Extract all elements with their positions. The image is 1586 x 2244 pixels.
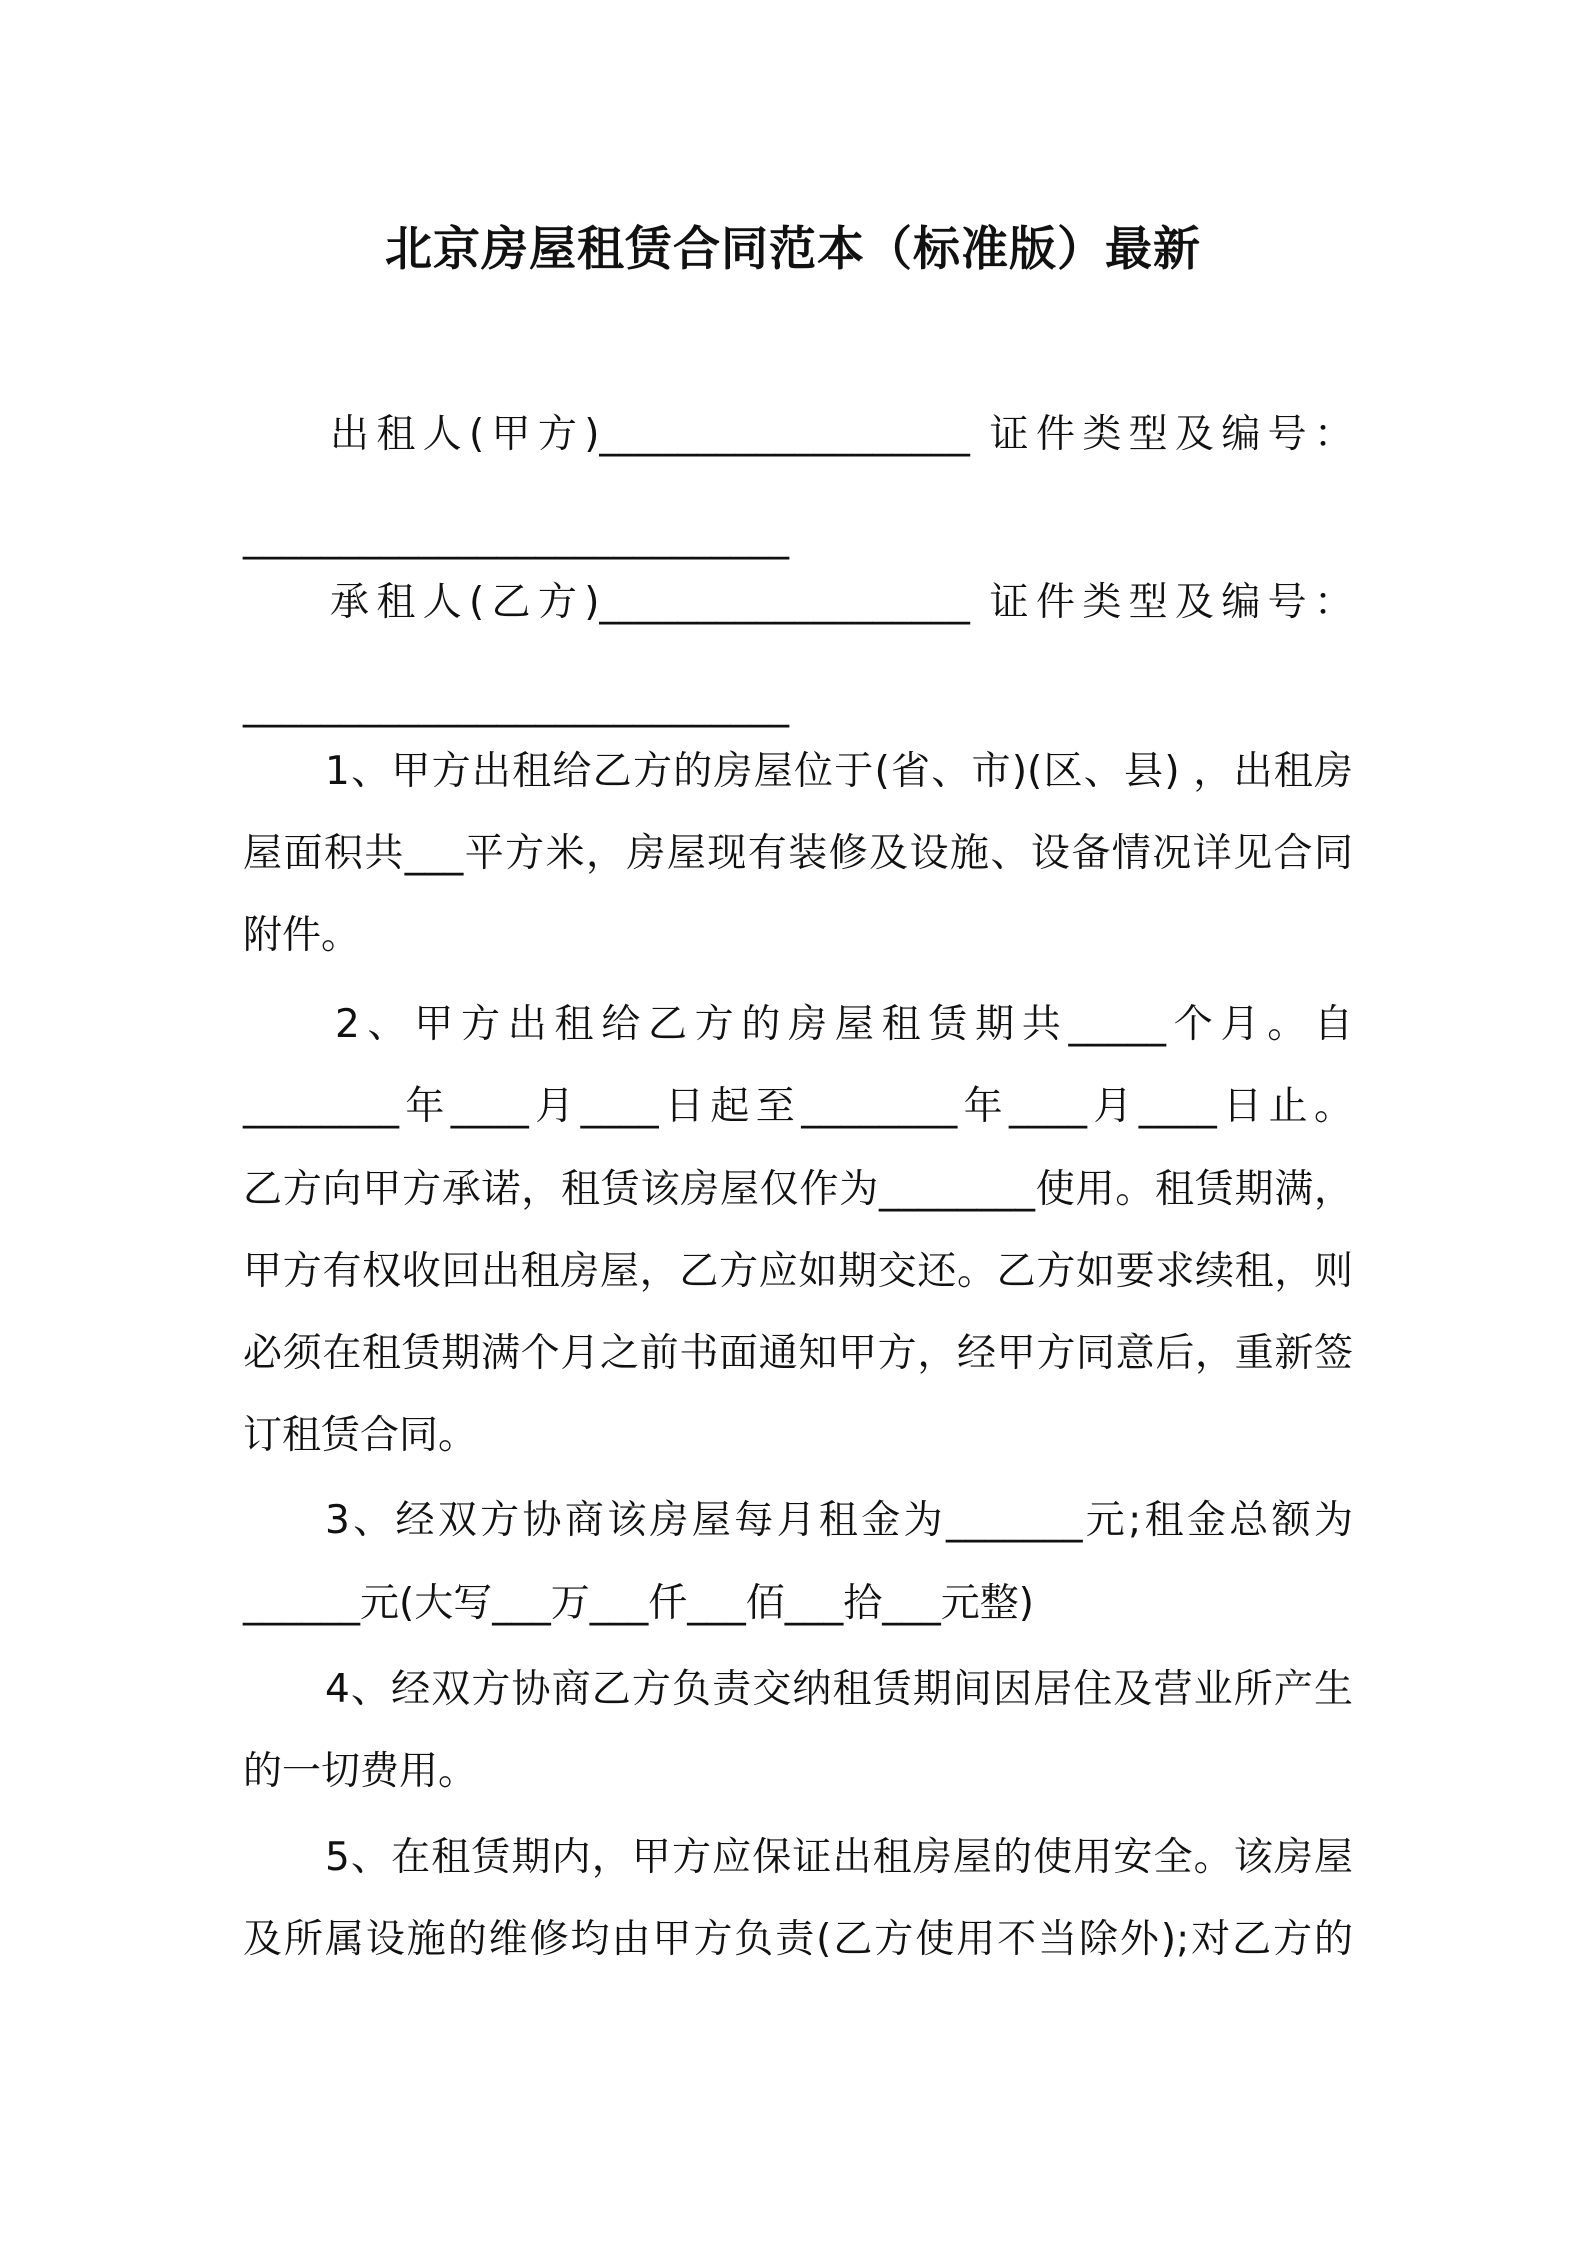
clause-2-line-2: ________年____月____日起至________年____月____日止。 (243, 1084, 1353, 1129)
clause-1-line-2: 屋面积共___平方米，房屋现有装修及设施、设备情况详见合同 (243, 831, 1353, 876)
clause-3-line-2: ______元(大写___万___仟___佰___拾___元整) (243, 1581, 1034, 1626)
clause-5-line-2: 及所属设施的维修均由甲方负责(乙方使用不当除外);对乙方的 (243, 1917, 1353, 1962)
clause-1-line-3: 附件。 (243, 913, 361, 958)
clause-2-line-5: 必须在租赁期满个月之前书面通知甲方，经甲方同意后，重新签 (243, 1331, 1353, 1376)
clause-4-line-2: 的一切费用。 (243, 1749, 478, 1794)
clause-3-line-1: 3、经双方协商该房屋每月租金为_______元;租金总额为 (325, 1498, 1353, 1543)
clause-2-line-3: 乙方向甲方承诺，租赁该房屋仅作为________使用。租赁期满， (243, 1167, 1353, 1212)
clause-2-line-6: 订租赁合同。 (243, 1413, 478, 1458)
lessor-line: 出租人(甲方)___________________ 证件类型及编号： (330, 412, 1353, 457)
clause-1-line-1: 1、甲方出租给乙方的房屋位于(省、市)(区、县) ，出租房 (325, 749, 1353, 794)
clause-5-line-1: 5、在租赁期内，甲方应保证出租房屋的使用安全。该房屋 (325, 1835, 1353, 1880)
lessee-line: 承租人(乙方)___________________ 证件类型及编号： (330, 580, 1353, 625)
clause-4-line-1: 4、经双方协商乙方负责交纳租赁期间因居住及营业所产生 (325, 1667, 1353, 1712)
lessee-id-blank: ____________________________ (243, 683, 789, 728)
lessor-id-blank: ____________________________ (243, 515, 789, 560)
clause-2-line-4: 甲方有权收回出租房屋，乙方应如期交还。乙方如要求续租，则 (243, 1249, 1353, 1294)
clause-2-line-1: 2、甲方出租给乙方的房屋租赁期共_____个月。自 (335, 1002, 1353, 1047)
document-title: 北京房屋租赁合同范本（标准版）最新 (385, 222, 1201, 277)
